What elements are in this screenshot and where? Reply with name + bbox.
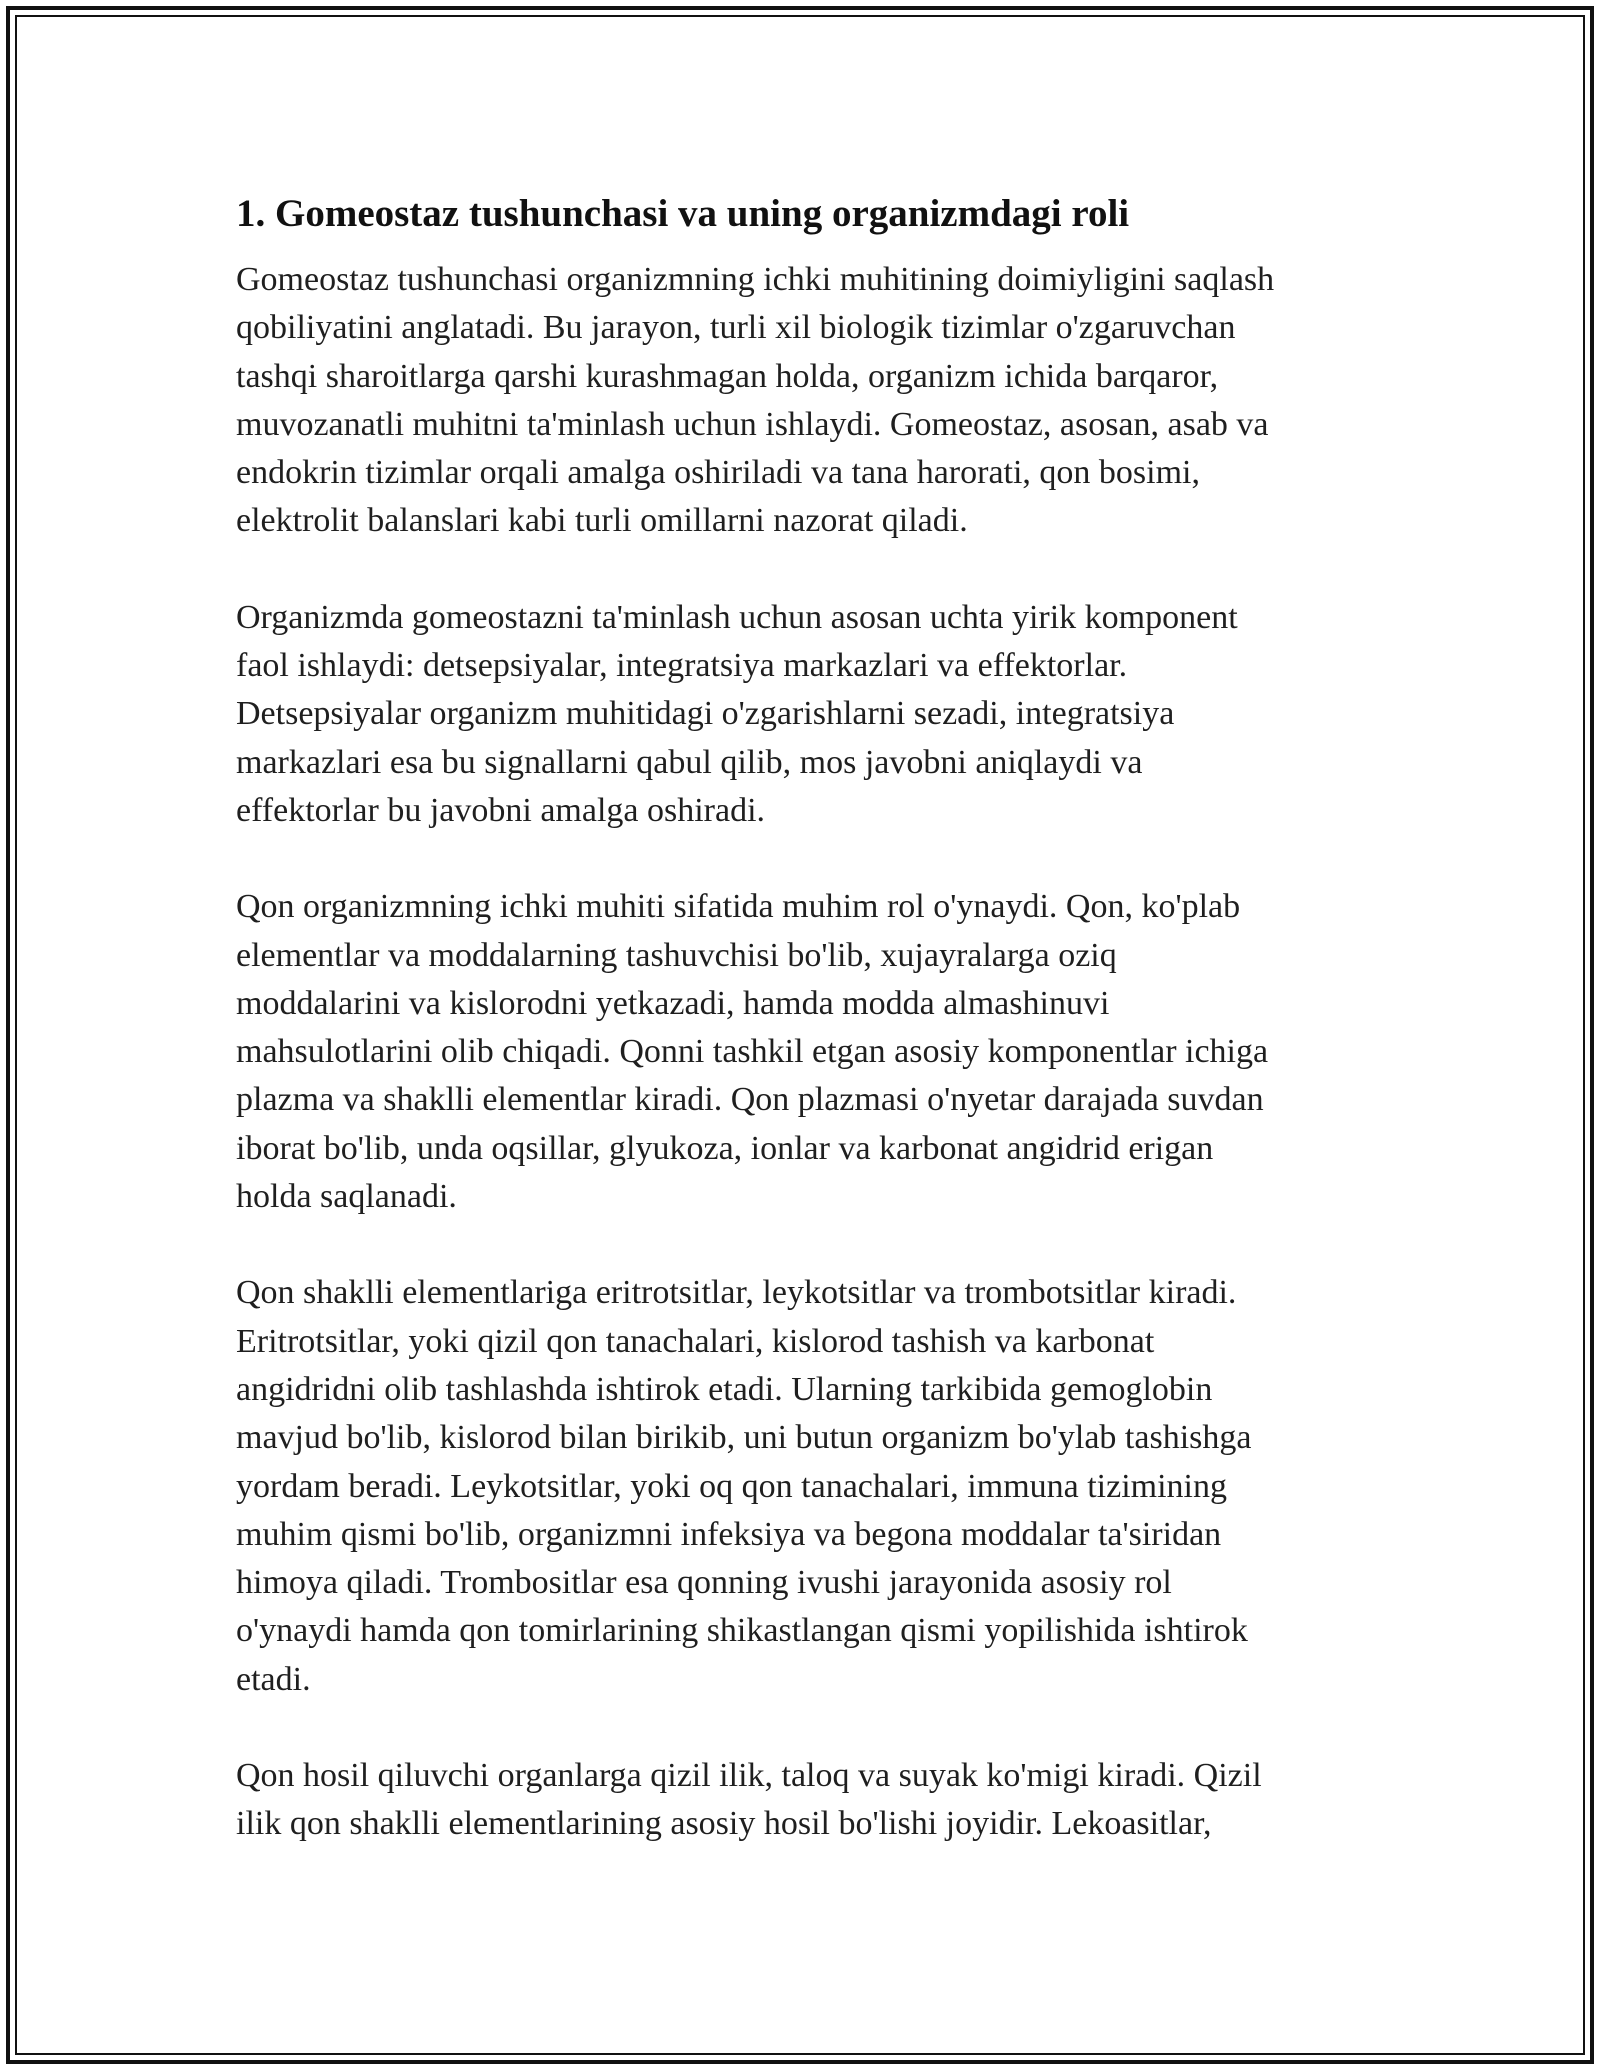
text-line: moddalarini va kislorodni yetkazadi, hamda modda almashinuvi: [236, 984, 1110, 1022]
text-line: qobiliyatini anglatadi. Bu jarayon, turli xil biologik tizimlar o'zgaruvchan: [236, 309, 1236, 347]
text-line: tashqi sharoitlarga qarshi kurashmagan holda, organizm ichida barqaror,: [236, 357, 1219, 395]
text-line: Qon hosil qiluvchi organlarga qizil ilik, taloq va suyak ko'migi kiradi. Qizil: [236, 1757, 1262, 1795]
text-line: markazlari esa bu signallarni qabul qilib, mos javobni aniqlaydi va: [236, 743, 1143, 781]
text-line: elementlar va moddalarning tashuvchisi bo'lib, xujayralarga oziq: [236, 936, 1117, 974]
paragraph-blood-cells: [236, 1269, 1376, 1704]
paragraph-homeostasis-definition: [236, 256, 1376, 546]
text-line: faol ishlaydi: detsepsiyalar, integratsiya markazlari va effektorlar.: [236, 647, 1128, 685]
text-line: mahsulotlarini olib chiqadi. Qonni tashkil etgan asosiy komponentlar ichiga: [236, 1033, 1269, 1071]
text-line: etadi.: [236, 1660, 311, 1698]
text-line: holda saqlanadi.: [236, 1178, 457, 1216]
text-line: ilik qon shaklli elementlarining asosiy hosil bo'lishi joyidir. Lekoasitlar,: [236, 1805, 1212, 1843]
text-line: effektorlar bu javobni amalga oshiradi.: [236, 791, 766, 829]
text-line: yordam beradi. Leykotsitlar, yoki oq qon tanachalari, immuna tizimining: [236, 1467, 1227, 1505]
text-line: endokrin tizimlar orqali amalga oshiriladi va tana harorati, qon bosimi,: [236, 454, 1201, 492]
text-line: iborat bo'lib, unda oqsillar, glyukoza, ionlar va karbonat angidrid erigan: [236, 1129, 1214, 1167]
paragraph-homeostasis-components: [236, 594, 1376, 835]
text-line: plazma va shaklli elementlar kiradi. Qon plazmasi o'nyetar darajada suvdan: [236, 1081, 1264, 1119]
text-line: himoya qiladi. Trombositlar esa qonning ivushi jarayonida asosiy rol: [236, 1564, 1172, 1602]
text-line: muvozanatli muhitni ta'minlash uchun ishlaydi. Gomeostaz, asosan, asab va: [236, 405, 1269, 443]
section-heading: 1. Gomeostaz tushunchasi va uning organizmdagi roli: [236, 192, 1130, 235]
text-line: muhim qismi bo'lib, organizmni infeksiya va begona moddalar ta'siridan: [236, 1515, 1222, 1553]
text-line: Qon shaklli elementlariga eritrotsitlar, leykotsitlar va trombotsitlar kiradi.: [236, 1274, 1237, 1312]
text-line: elektrolit balanslari kabi turli omillarni nazorat qiladi.: [236, 502, 968, 540]
paragraph-blood-forming-organs: [236, 1752, 1376, 1849]
text-line: mavjud bo'lib, kislorod bilan birikib, uni butun organizm bo'ylab tashishga: [236, 1419, 1252, 1457]
text-line: angidridni olib tashlashda ishtirok etadi. Ularning tarkibida gemoglobin: [236, 1370, 1213, 1408]
text-line: Eritrotsitlar, yoki qizil qon tanachalari, kislorod tashish va karbonat: [236, 1322, 1155, 1360]
text-line: Organizmda gomeostazni ta'minlash uchun asosan uchta yirik komponent: [236, 598, 1238, 636]
text-line: Qon organizmning ichki muhiti sifatida muhim rol o'ynaydi. Qon, ko'plab: [236, 888, 1241, 926]
text-line: Gomeostaz tushunchasi organizmning ichki muhitining doimiyligini saqlash: [236, 261, 1275, 298]
text-line: Detsepsiyalar organizm muhitidagi o'zgarishlarni sezadi, integratsiya: [236, 695, 1175, 733]
text-line: o'ynaydi hamda qon tomirlarining shikastlangan qismi yopilishida ishtirok: [236, 1612, 1248, 1650]
paragraph-blood-internal-environment: [236, 883, 1376, 1221]
document-body: [236, 188, 1376, 1849]
